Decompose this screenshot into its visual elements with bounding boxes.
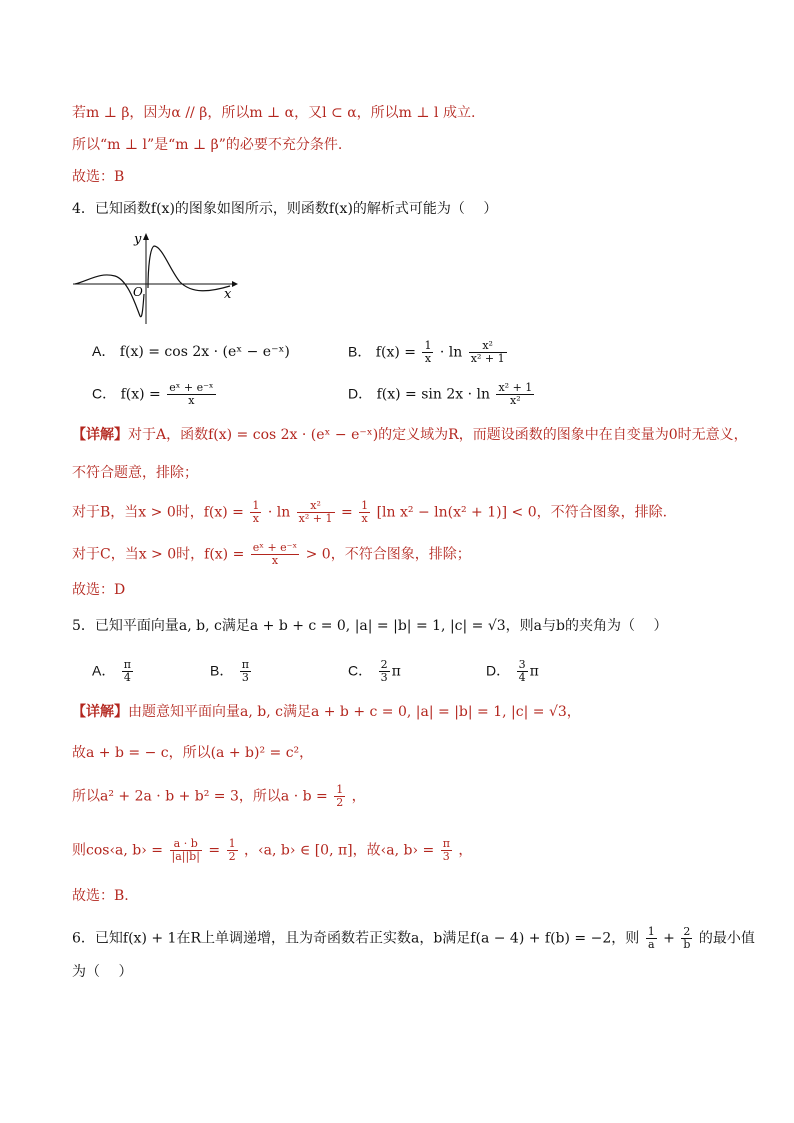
- origin-label: O: [133, 285, 143, 299]
- fraction: $\frac{\text{eˣ + e⁻ˣ}}{x}$: [252, 541, 298, 567]
- q5-solution-line-4: 则cos‹a, b› = $\frac{a \cdot b}{|a||b|}$ = $\frac{1}{2}$ ，‹a, b› ∈ [0, π]，故‹a, b› = $\frac{\pi}{3}$ ，: [72, 837, 473, 863]
- fraction: $\frac{\pi}{3}$: [241, 658, 250, 684]
- q4-option-a[interactable]: [92, 341, 290, 362]
- fraction: $\frac{1}{2}$: [228, 837, 236, 863]
- fraction: $\frac{a \cdot b}{|a||b|}$: [171, 837, 200, 863]
- option-text: f(x) = sin 2x · ln: [376, 386, 490, 403]
- q5-stem: 5．已知平面向量a, b, c满足a + b + c = 0, |a| = |b| = 1, |c| = √3，则a与b的夹角为（ ）: [72, 618, 668, 634]
- q5-option-b[interactable]: [210, 659, 253, 684]
- option-text: f(x) =: [375, 344, 416, 361]
- q4-option-c[interactable]: [92, 382, 218, 407]
- fraction: $\frac{1}{a}$: [647, 925, 655, 951]
- q4-solution-line-4: 对于C，当x > 0时，f(x) = $\frac{\text{eˣ + e⁻ˣ}}{x}$ > 0，不符合图象，排除；: [72, 541, 471, 567]
- prev-solution-line-1: 若m ⊥ β，因为α // β，所以m ⊥ α，又l ⊂ α，所以m ⊥ l 成立.: [72, 105, 476, 121]
- prev-answer: 故选：B: [72, 169, 125, 185]
- q4-function-graph: [70, 228, 240, 326]
- fraction: $\frac{2}{b}$: [683, 925, 691, 951]
- fraction: $\frac{\text{x²}}{\text{x² + 1}}$: [470, 339, 505, 365]
- fraction: $\frac{\text{x²}}{\text{x² + 1}}$: [298, 499, 333, 525]
- q5-answer: 故选：B.: [72, 888, 129, 904]
- q6-stem-line-2: 为（ ）: [72, 964, 133, 980]
- q4-solution-line-1: 【详解】对于A，函数f(x) = cos 2x · (eˣ − e⁻ˣ)的定义域为R，而题设函数的图象中在自变量为0时无意义，: [72, 427, 748, 443]
- q4-solution-line-3: 对于B，当x > 0时，f(x) = $\frac{1}{x}$ · ln $\frac{\text{x²}}{\text{x² + 1}}$ = $\frac{1}{x}$ [ln x² − ln(x² + 1)] < 0，不符合图象，排除.: [72, 499, 668, 525]
- option-label: A．: [92, 343, 116, 359]
- q5-solution-line-3: 所以a² + 2a · b + b² = 3，所以a · b = $\frac{1}{2}$ ，: [72, 783, 366, 809]
- fraction: $\frac{\pi}{4}$: [123, 658, 132, 684]
- fraction: $\frac{\pi}{3}$: [442, 837, 450, 863]
- q5-option-a[interactable]: [92, 659, 135, 684]
- q4-solution-line-2: 不符合题意，排除；: [72, 465, 198, 481]
- option-label: C．: [92, 385, 117, 402]
- q5-option-c[interactable]: C． $\frac{2}{3}$ π: [348, 658, 401, 684]
- solution-tag: 【详解】: [72, 427, 128, 443]
- q4-option-d[interactable]: [348, 382, 536, 407]
- fraction: $\frac{\text{eˣ + e⁻ˣ}}{x}$: [169, 381, 214, 407]
- fraction: $\frac{1}{x}$: [424, 339, 432, 365]
- prev-solution-line-2: 所以“m ⊥ l”是“m ⊥ β”的必要不充分条件.: [72, 137, 343, 153]
- x-axis-arrow: [232, 281, 238, 287]
- y-axis-arrow: [143, 233, 149, 240]
- option-label: B．: [348, 343, 372, 360]
- fraction: $\frac{3}{4}$: [518, 658, 526, 684]
- fraction: $\frac{1}{x}$: [252, 499, 260, 525]
- fraction: $\frac{2}{3}$: [380, 658, 388, 684]
- option-label: D．: [348, 385, 373, 402]
- option-label: D．: [486, 662, 511, 679]
- option-text: f(x) = cos 2x · (eˣ − e⁻ˣ): [119, 344, 290, 360]
- q4-stem: 4．已知函数f(x)的图象如图所示，则函数f(x)的解析式可能为（ ）: [72, 201, 498, 217]
- fraction: $\frac{1}{x}$: [361, 499, 369, 525]
- q4-option-b[interactable]: B． f(x) = $\frac{1}{x}$ · ln $\frac{\text{x²}}{\text{x² + 1}}$: [348, 339, 505, 365]
- fraction: $\frac{1}{2}$: [336, 783, 344, 809]
- solution-tag: 【详解】: [72, 704, 128, 720]
- option-label: B．: [210, 662, 234, 679]
- q4-answer: 故选：D: [72, 582, 126, 598]
- q5-solution-line-1: 【详解】由题意知平面向量a, b, c满足a + b + c = 0, |a| = |b| = 1, |c| = √3，: [72, 704, 581, 720]
- option-label: C．: [348, 662, 373, 679]
- q5-solution-line-2: 故a + b = − c，所以(a + b)² = c²，: [72, 745, 314, 761]
- q6-stem-line-1: 6．已知f(x) + 1在R上单调递增，且为奇函数若正实数a，b满足f(a − 4) + f(b) = −2，则 $\frac{1}{a}$ + $\frac{2}{b}$ 的最小值: [72, 925, 755, 951]
- option-label: A．: [92, 662, 116, 679]
- y-axis-label: y: [134, 232, 142, 247]
- fraction: $\frac{\text{x² + 1}}{\text{x²}}$: [498, 381, 533, 407]
- q5-option-d[interactable]: D． $\frac{3}{4}$ π: [486, 658, 539, 684]
- x-axis-label: x: [224, 287, 232, 302]
- option-text: f(x) =: [120, 386, 161, 403]
